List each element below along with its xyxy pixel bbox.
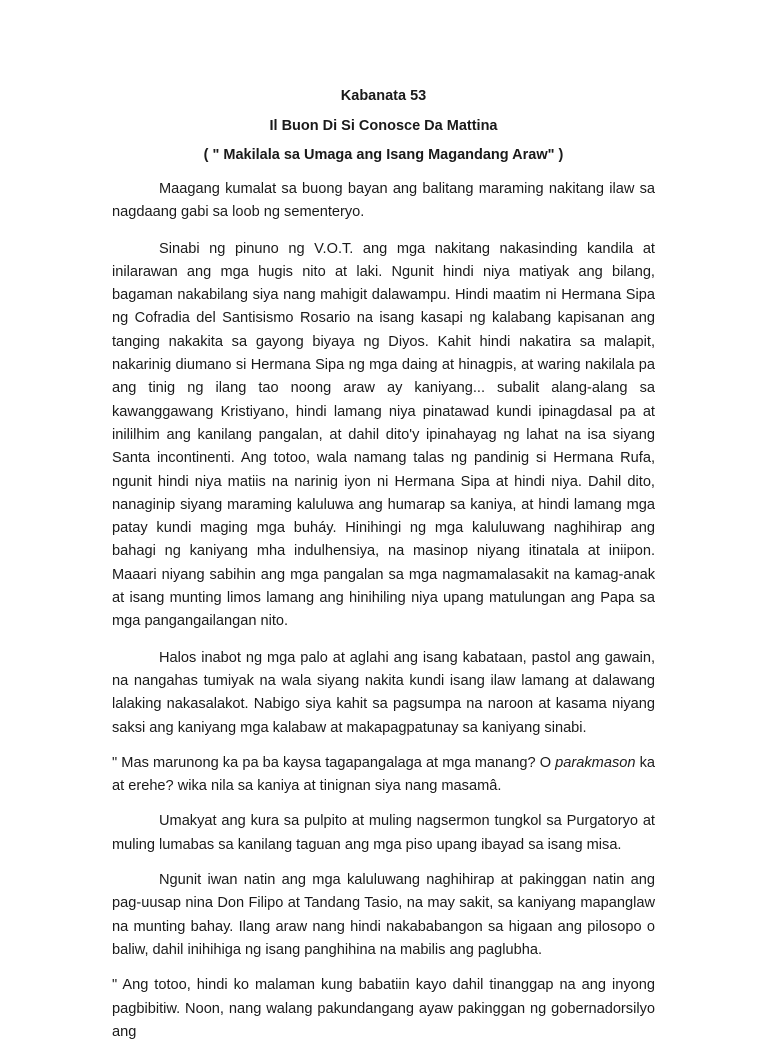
quote-text-before: " Mas marunong ka pa ba kaysa tagapangalaga at mga manang? O (112, 754, 556, 771)
quote-paragraph: " Ang totoo, hindi ko malaman kung babatiin kayo dahil tinanggap na ang inyong pagbibitiw. Noon, nang walang pakundangang ayaw pakinggan ng gobernadorsilyo ang (112, 977, 655, 1040)
chapter-heading: Kabanata 53 (340, 88, 427, 104)
quote-text-after: ka at erehe? wika nila sa kaniya at tinignan siya nang masamâ. (112, 754, 656, 795)
paragraph: Maagang kumalat sa buong bayan ang balitang maraming nakitang ilaw sa nagdaang gabi sa loob ng sementeryo. (112, 181, 655, 221)
paragraph: Ngunit iwan natin ang mga kaluluwang naghihirap at pakinggan natin ang pag-uusap nina Don Filipo at Tandang Tasio, na may sakit, sa kaniyang mapanglaw na munting bahay. Ilang araw nang hindi nakababangon sa higaan ang pilosopo o baliw, dahil inihihiga ng isang panghihina na mabilis ang paglubha. (112, 872, 655, 958)
paragraph: Sinabi ng pinuno ng V.O.T. ang mga nakitang nakasinding kandila at inilarawan ang mga hugis nito at laki. Ngunit hindi niya matiyak ang bilang, bagaman nakabilang siya nang mahigit dalawampu. Hindi maatim ni Hermana Sipa ng Cofradia del Santisismo Rosario na isang kasapi ng kalabang kapisanan ang tanging nakakita sa gayong biyaya ng Diyos. Kahit hindi nakatira sa malapit, nakarinig diumano si Hermana Sipa ng mga daing at hinagpis, at waring nakilala pa ang tinig ng ilang tao noong araw ay kaniyang... subalit alang-alang sa kawanggawang Kristiyano, hindi lamang niya pinatawad kundi ipinagdasal pa at inililhim ang kanilang pangalan, at dahil dito'y ipinahayag ng lahat na isa siyang Santa incontinenti. Ang totoo, wala namang talas ng pandinig si Hermana Rufa, ngunit hindi niya matiis na narinig iyon ni Hermana Sipa at hindi niya. Dahil dito, nanaginip siyang maraming kaluluwa ang humarap sa kaniya, at hindi lamang mga patay kundi maging mga buháy. Hinihingi ng mga kaluluwang naghihirap ang bahagi ng kaniyang mha indulhensiya, na masinop niyang itinatala at iniipon. Maaari niyang sabihin ang mga pangalan sa mga nagmamalasakit na kamag-anak at isang munting limos lamang ang hinihiling niya upang matulungan ang Papa sa mga pangangailangan nito. (112, 240, 655, 630)
quote-paragraph (112, 752, 655, 799)
paragraph: Umakyat ang kura sa pulpito at muling nagsermon tungkol sa Purgatoryo at muling lumabas sa kanilang taguan ang mga piso upang ibayad sa isang misa. (112, 813, 655, 853)
chapter-subtitle: ( " Makilala sa Umaga ang Isang Magandang Araw" ) (203, 147, 564, 163)
paragraph: Halos inabot ng mga palo at aglahi ang isang kabataan, pastol ang gawain, na nangahas tumiyak na wala siyang nakita kundi isang ilaw lamang at dalawang lalaking nakasalakot. Nabigo siya kahit sa pagsumpa na naroon at kasama niyang saksi ang kaniyang mga kalabaw at makapagpatunay sa kaniyang sinabi. (112, 649, 655, 736)
chapter-title: Il Buon Di Si Conosce Da Mattina (269, 118, 498, 134)
document-page (112, 86, 655, 1057)
quote-italic-word: parakmason (555, 754, 636, 771)
